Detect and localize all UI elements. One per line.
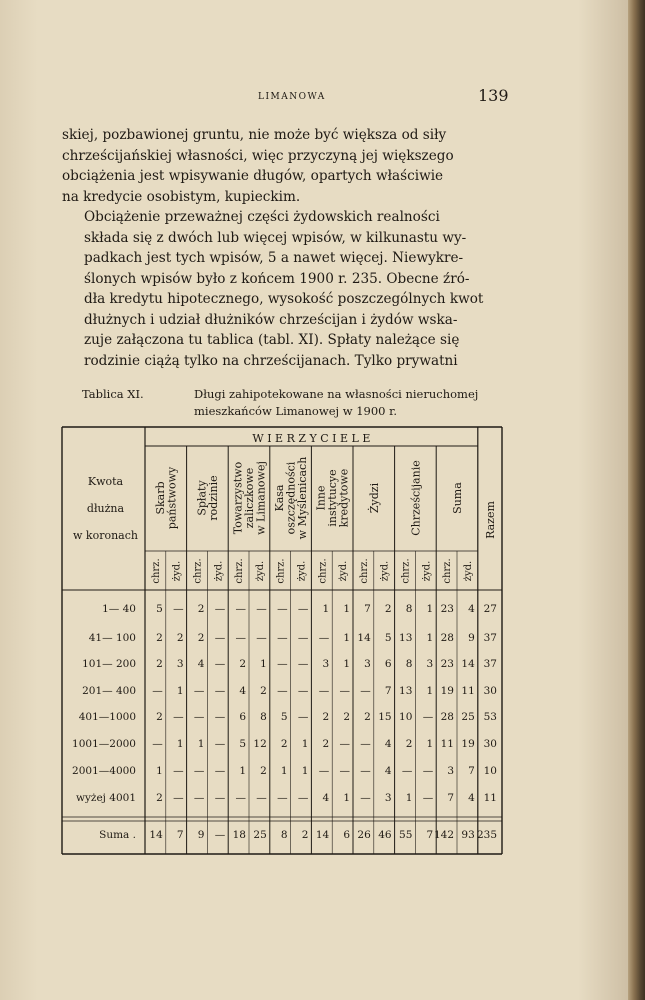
table-cell: 46 bbox=[378, 829, 392, 841]
table-cell: — bbox=[297, 603, 309, 615]
creditor-header: Żydzi bbox=[367, 482, 381, 514]
table-cell: — bbox=[214, 685, 226, 697]
creditor-header: w Limanowej bbox=[254, 461, 268, 535]
table-cell: 5 bbox=[156, 603, 163, 615]
text-line: Obciążenie przeważnej części żydowskich realności bbox=[84, 209, 440, 225]
row-label: 1001—2000 bbox=[72, 738, 136, 750]
table-cell: 11 bbox=[461, 685, 475, 697]
table-cell: 2 bbox=[156, 792, 163, 804]
table-cell: 1 bbox=[426, 738, 434, 750]
table-cell: 5 bbox=[384, 632, 392, 644]
row-header-label: Kwota bbox=[87, 475, 124, 488]
table-cell: 15 bbox=[378, 711, 392, 723]
table-cell: 2 bbox=[405, 738, 413, 750]
column-subheader: chrz. bbox=[317, 558, 329, 584]
creditor-header: w Myślenicach bbox=[296, 456, 310, 540]
table-cell: 1 bbox=[343, 658, 350, 670]
row-header-label: dłużna bbox=[86, 502, 125, 515]
table-cell: — bbox=[235, 603, 246, 615]
razem-cell: 27 bbox=[483, 603, 497, 615]
column-subheader: żyd. bbox=[296, 560, 308, 582]
table-cell: — bbox=[318, 685, 330, 697]
table-cell: 12 bbox=[253, 738, 267, 750]
table-cell: 2 bbox=[384, 603, 392, 615]
running-header: LIMANOWA bbox=[258, 92, 326, 102]
table-cell: 2 bbox=[197, 603, 205, 615]
table-cell: 4 bbox=[384, 738, 392, 750]
table-cell: 4 bbox=[197, 658, 205, 670]
razem-cell: 37 bbox=[483, 632, 497, 644]
table-cell: — bbox=[277, 792, 288, 804]
table-cell: — bbox=[193, 711, 205, 723]
table-cell: 23 bbox=[440, 658, 454, 670]
row-label: Suma . bbox=[99, 829, 136, 841]
row-label: 2001—4000 bbox=[72, 765, 136, 777]
column-subheader: chrz. bbox=[150, 558, 162, 584]
table-cell: 14 bbox=[461, 658, 475, 670]
table-cell: — bbox=[173, 711, 184, 723]
row-label: 401—1000 bbox=[78, 711, 136, 723]
table-cell: — bbox=[193, 685, 205, 697]
table-cell: 4 bbox=[468, 792, 475, 804]
table-cell: — bbox=[297, 792, 309, 804]
table-cell: 7 bbox=[364, 603, 371, 615]
table-cell: 1 bbox=[405, 792, 413, 804]
table-cell: — bbox=[214, 792, 226, 804]
column-subheader: chrz. bbox=[192, 558, 204, 584]
table-cell: — bbox=[214, 738, 226, 750]
group-header: W I E R Z Y C I E L E bbox=[252, 432, 371, 445]
creditor-header: rodzinie bbox=[207, 475, 221, 521]
creditor-header: Inne bbox=[314, 485, 328, 511]
caption-label: Tablica XI. bbox=[82, 387, 144, 401]
column-subheader: chrz. bbox=[358, 558, 370, 584]
table-cell: 26 bbox=[357, 829, 371, 841]
table-cell: 14 bbox=[149, 829, 163, 841]
table-cell: — bbox=[339, 765, 350, 777]
razem-cell: 37 bbox=[483, 658, 497, 670]
razem-cell: 53 bbox=[483, 711, 497, 723]
razem-cell: 235 bbox=[476, 829, 497, 841]
text-line: rodzinie ciążą tylko na chrześcijanach. Tylko prywatni bbox=[84, 352, 458, 369]
table-cell: 2 bbox=[364, 711, 371, 723]
table-cell: 28 bbox=[440, 632, 454, 644]
table-cell: 28 bbox=[440, 711, 454, 723]
table-cell: — bbox=[297, 658, 309, 670]
table-cell: 1 bbox=[343, 632, 350, 644]
table-cell: 7 bbox=[426, 829, 434, 841]
table-cell: 6 bbox=[239, 711, 246, 723]
table-cell: 7 bbox=[447, 792, 454, 804]
creditor-header: Kasa bbox=[273, 484, 287, 512]
table-cell: 2 bbox=[156, 632, 163, 644]
row-label: 1— 40 bbox=[102, 603, 136, 615]
column-subheader: żyd. bbox=[338, 560, 350, 582]
text-line: składa się z dwóch lub więcej wpisów, w kilkunastu wy- bbox=[84, 229, 467, 246]
table-cell: — bbox=[297, 685, 309, 697]
column-subheader: żyd. bbox=[379, 560, 391, 582]
text-line: ślonych wpisów było z końcem 1900 r. 235. Obecne źró- bbox=[84, 270, 470, 287]
table-cell: 2 bbox=[343, 711, 350, 723]
table-cell: 3 bbox=[176, 658, 184, 670]
table-cell: — bbox=[214, 658, 226, 670]
creditor-header: Spłaty bbox=[195, 480, 209, 516]
table-cell: 4 bbox=[239, 685, 246, 697]
table-cell: — bbox=[422, 765, 434, 777]
table-cell: 2 bbox=[322, 738, 330, 750]
text-line: chrześcijańskiej własności, więc przyczyną jej większego bbox=[62, 147, 454, 164]
column-subheader: chrz. bbox=[234, 558, 246, 584]
table-cell: — bbox=[214, 632, 226, 644]
column-subheader: żyd. bbox=[213, 560, 225, 582]
table-cell: — bbox=[173, 765, 184, 777]
razem-cell: 30 bbox=[483, 738, 497, 750]
table-cell: — bbox=[297, 632, 309, 644]
text-line: na kredycie osobistym, kupieckim. bbox=[62, 188, 301, 205]
table-cell: 25 bbox=[253, 829, 267, 841]
table-cell: — bbox=[360, 738, 371, 750]
table-cell: — bbox=[277, 658, 288, 670]
table-cell: 1 bbox=[260, 658, 267, 670]
table-cell: 4 bbox=[322, 792, 330, 804]
text-line: obciążenia jest wpisywanie długów, opartych właściwie bbox=[62, 168, 444, 184]
razem-cell: 11 bbox=[483, 792, 497, 804]
table-cell: 19 bbox=[440, 685, 454, 697]
table-cell: 1 bbox=[343, 792, 350, 804]
creditor-header: Suma bbox=[451, 482, 464, 514]
table-cell: 2 bbox=[156, 711, 163, 723]
table-cell: 23 bbox=[440, 603, 454, 615]
table-cell: — bbox=[256, 632, 267, 644]
table-cell: 13 bbox=[399, 632, 413, 644]
creditor-header: Skarb bbox=[154, 481, 168, 515]
table-cell: 18 bbox=[232, 829, 246, 841]
creditor-header: oszczędności bbox=[284, 461, 298, 535]
table-cell: 2 bbox=[260, 765, 267, 777]
table-cell: — bbox=[339, 738, 350, 750]
table-cell: 9 bbox=[197, 829, 205, 841]
table-cell: 1 bbox=[239, 765, 246, 777]
table-cell: 1 bbox=[176, 685, 184, 697]
column-subheader: chrz. bbox=[442, 558, 454, 584]
caption-line-2: mieszkańców Limanowej w 1900 r. bbox=[194, 404, 398, 418]
table-cell: 2 bbox=[301, 829, 309, 841]
table-cell: 1 bbox=[301, 765, 309, 777]
table-cell: — bbox=[422, 792, 434, 804]
table-cell: 2 bbox=[197, 632, 205, 644]
table-cell: 1 bbox=[176, 738, 184, 750]
table-cell: 14 bbox=[315, 829, 330, 841]
column-subheader: chrz. bbox=[400, 558, 412, 584]
table-cell: 3 bbox=[364, 658, 371, 670]
table-cell: 93 bbox=[461, 829, 475, 841]
text-line: dła kredytu hipotecznego, wysokość poszczególnych kwot bbox=[84, 291, 484, 307]
row-label: 201— 400 bbox=[82, 685, 136, 697]
table-cell: 1 bbox=[197, 738, 205, 750]
table-cell: — bbox=[318, 765, 330, 777]
table-cell: 1 bbox=[426, 603, 434, 615]
table-cell: — bbox=[360, 765, 371, 777]
row-header-label: w koronach bbox=[73, 529, 138, 542]
table-cell: — bbox=[277, 603, 288, 615]
text-line: dłużnych i udział dłużników chrześcijan i żydów wska- bbox=[84, 311, 458, 328]
table-cell: — bbox=[235, 792, 246, 804]
table-cell: 5 bbox=[280, 711, 288, 723]
row-label: 41— 100 bbox=[88, 632, 136, 644]
text-line: zuje załączona tu tablica (tabl. XI). Spłaty należące się bbox=[84, 332, 460, 348]
table-cell: 2 bbox=[239, 658, 246, 670]
table-cell: 8 bbox=[405, 603, 413, 615]
row-label: 101— 200 bbox=[82, 658, 136, 670]
text-line: padkach jest tych wpisów, 5 a nawet więcej. Niewykre- bbox=[84, 250, 464, 266]
table-cell: — bbox=[297, 711, 309, 723]
book-edge bbox=[628, 0, 645, 1000]
table-cell: 1 bbox=[156, 765, 163, 777]
creditor-header: kredytowe bbox=[337, 468, 351, 528]
table-cell: 3 bbox=[447, 765, 454, 777]
table-cell: — bbox=[152, 738, 163, 750]
table-cell: 7 bbox=[176, 829, 184, 841]
table-cell: 2 bbox=[156, 658, 163, 670]
table-cell: 1 bbox=[426, 632, 434, 644]
table-cell: 14 bbox=[357, 632, 371, 644]
table-cell: 1 bbox=[343, 603, 350, 615]
table-cell: 2 bbox=[322, 711, 330, 723]
table-cell: — bbox=[422, 711, 434, 723]
column-subheader: żyd. bbox=[462, 560, 474, 582]
creditor-header: Chrześcijanie bbox=[409, 460, 423, 536]
table-cell: — bbox=[277, 685, 288, 697]
table-cell: 7 bbox=[468, 765, 475, 777]
table-cell: — bbox=[193, 792, 205, 804]
table-cell: 8 bbox=[280, 829, 288, 841]
table-cell: 1 bbox=[280, 765, 288, 777]
column-subheader: żyd. bbox=[421, 560, 433, 582]
table-cell: — bbox=[256, 603, 267, 615]
table-cell: — bbox=[193, 765, 205, 777]
razem-header: Razem bbox=[483, 501, 497, 539]
table-cell: — bbox=[214, 829, 226, 841]
table-cell: — bbox=[214, 711, 226, 723]
creditor-header: zaliczkowe bbox=[243, 467, 256, 529]
creditor-header: instytucye bbox=[326, 469, 340, 527]
table-cell: — bbox=[318, 632, 330, 644]
table-cell: — bbox=[214, 603, 226, 615]
table-cell: 11 bbox=[440, 738, 454, 750]
table-cell: 3 bbox=[426, 658, 434, 670]
table-cell: 2 bbox=[260, 685, 267, 697]
column-subheader: chrz. bbox=[275, 558, 287, 584]
column-subheader: żyd. bbox=[254, 560, 266, 582]
column-subheader: żyd. bbox=[171, 560, 183, 582]
table-cell: 55 bbox=[399, 829, 413, 841]
table-cell: 4 bbox=[384, 765, 392, 777]
table-cell: 6 bbox=[343, 829, 350, 841]
table-cell: 2 bbox=[280, 738, 288, 750]
caption-line-1: Długi zahipotekowane na własności nieruchomej bbox=[194, 387, 479, 401]
table-cell: — bbox=[173, 603, 184, 615]
creditor-header: państwowy bbox=[165, 466, 179, 530]
table-cell: 5 bbox=[239, 738, 246, 750]
text-line: skiej, pozbawionej gruntu, nie może być większa od siły bbox=[62, 127, 447, 143]
table-cell: — bbox=[339, 685, 350, 697]
table-cell: 3 bbox=[322, 658, 330, 670]
table-cell: 19 bbox=[461, 738, 475, 750]
creditor-header: Towarzystwo bbox=[231, 461, 245, 535]
table-cell: 142 bbox=[433, 829, 454, 841]
table-cell: 25 bbox=[461, 711, 475, 723]
table-cell: — bbox=[214, 765, 226, 777]
table-cell: 3 bbox=[384, 792, 392, 804]
table-cell: — bbox=[277, 632, 288, 644]
page-number: 139 bbox=[478, 86, 509, 105]
table-cell: 1 bbox=[322, 603, 330, 615]
razem-cell: 10 bbox=[483, 765, 497, 777]
table-cell: 9 bbox=[468, 632, 475, 644]
razem-cell: 30 bbox=[483, 685, 497, 697]
table-cell: — bbox=[360, 685, 371, 697]
table-cell: — bbox=[401, 765, 413, 777]
row-label: wyżej 4001 bbox=[76, 792, 136, 804]
table-cell: 10 bbox=[399, 711, 413, 723]
table-cell: 8 bbox=[260, 711, 267, 723]
table-cell: 7 bbox=[384, 685, 392, 697]
table-cell: 8 bbox=[405, 658, 413, 670]
table-cell: — bbox=[360, 792, 371, 804]
table-cell: 1 bbox=[301, 738, 309, 750]
table-cell: 6 bbox=[384, 658, 392, 670]
table-cell: — bbox=[173, 792, 184, 804]
table-cell: — bbox=[256, 792, 267, 804]
table-cell: — bbox=[152, 685, 163, 697]
table-cell: 2 bbox=[176, 632, 184, 644]
table-cell: 13 bbox=[399, 685, 413, 697]
table-cell: 1 bbox=[426, 685, 434, 697]
table-cell: — bbox=[235, 632, 246, 644]
table-cell: 4 bbox=[468, 603, 475, 615]
